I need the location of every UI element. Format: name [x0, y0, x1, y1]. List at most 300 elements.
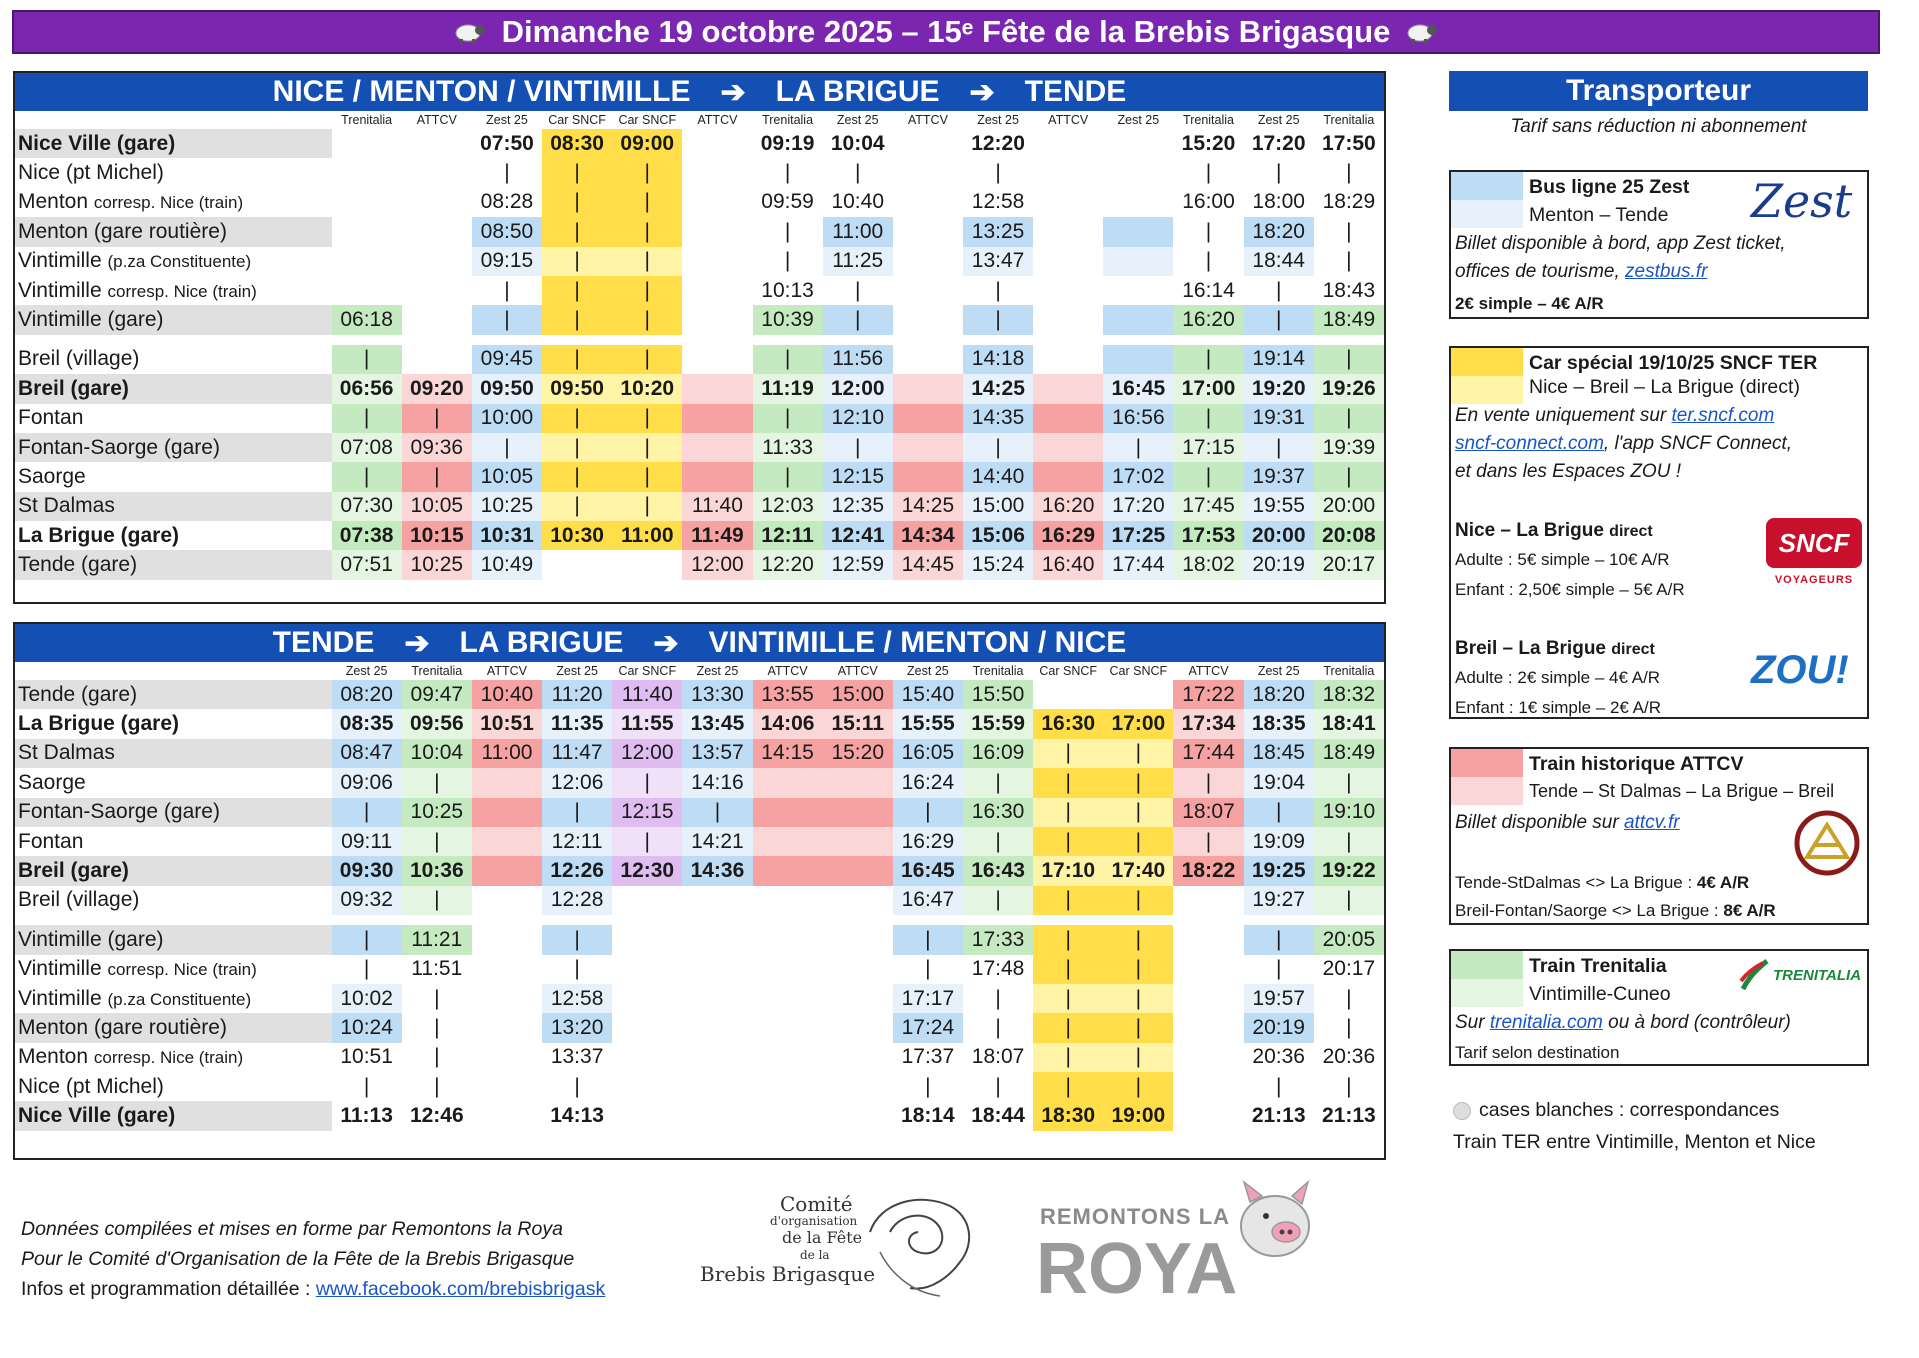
- departure-time: [612, 1101, 682, 1130]
- departure-time: [402, 305, 472, 334]
- departure-time: 12:20: [753, 550, 823, 579]
- departure-time: 16:14: [1173, 276, 1243, 305]
- departure-time: 10:30: [542, 521, 612, 550]
- departure-time: |: [1173, 158, 1243, 187]
- departure-time: |: [1103, 798, 1173, 827]
- departure-time: |: [1314, 462, 1384, 491]
- timetable-row: [15, 276, 1384, 305]
- station-label: Fontan: [18, 406, 84, 430]
- departure-time: |: [1173, 345, 1243, 374]
- departure-time: [682, 276, 752, 305]
- departure-time: 15:06: [963, 521, 1033, 550]
- spacer-row: [15, 335, 1384, 345]
- heading-origin: NICE / MENTON / VINTIMILLE: [272, 75, 691, 108]
- facebook-link[interactable]: www.facebook.com/brebisbrigask: [315, 1278, 606, 1300]
- departure-time: 08:35: [332, 709, 402, 738]
- fare-child: Enfant : 1€ simple – 2€ A/R: [1455, 698, 1662, 717]
- departure-time: 12:41: [823, 521, 893, 550]
- departure-time: 19:22: [1314, 856, 1384, 885]
- trenitalia-logo: TRENITALIA: [1773, 967, 1862, 984]
- station-name: [15, 1072, 332, 1101]
- departure-time: 16:45: [1103, 374, 1173, 403]
- departure-time: [1173, 1013, 1243, 1042]
- operator-header: ATTCV: [682, 111, 752, 129]
- station-name: [15, 709, 332, 738]
- departure-time: |: [963, 886, 1033, 915]
- sncf-voyageurs-text: VOYAGEURS: [1774, 574, 1854, 586]
- departure-time: [402, 129, 472, 158]
- departure-time: |: [332, 462, 402, 491]
- departure-time: 07:50: [472, 129, 542, 158]
- departure-time: 14:34: [893, 521, 963, 550]
- card-price: 2€ simple – 4€ A/R: [1455, 294, 1604, 313]
- departure-time: 10:36: [402, 856, 472, 885]
- departure-time: |: [963, 984, 1033, 1013]
- departure-time: 10:05: [402, 492, 472, 521]
- departure-time: 10:15: [402, 521, 472, 550]
- operator-header-row: [15, 111, 1384, 129]
- departure-time: |: [1244, 158, 1314, 187]
- departure-time: [402, 188, 472, 217]
- timetable-row: [15, 739, 1384, 768]
- departure-time: |: [1103, 827, 1173, 856]
- departure-time: 20:00: [1244, 521, 1314, 550]
- departure-time: [472, 827, 542, 856]
- departure-time: 18:44: [1244, 247, 1314, 276]
- departure-time: 11:40: [682, 492, 752, 521]
- roya-logo-text: REMONTONS LA: [1040, 1204, 1231, 1229]
- departure-time: |: [1314, 247, 1384, 276]
- operator-header: Zest 25: [542, 662, 612, 680]
- departure-time: |: [1033, 984, 1103, 1013]
- station-name: [15, 404, 332, 433]
- departure-time: 06:56: [332, 374, 402, 403]
- zest-logo: Zest: [1751, 174, 1853, 228]
- departure-time: 19:14: [1244, 345, 1314, 374]
- departure-time: 19:26: [1314, 374, 1384, 403]
- operator-header: Zest 25: [1103, 111, 1173, 129]
- departure-time: 20:08: [1314, 521, 1384, 550]
- departure-time: 10:00: [472, 404, 542, 433]
- operator-header: Car SNCF: [542, 111, 612, 129]
- departure-time: 14:18: [963, 345, 1033, 374]
- departure-time: 09:19: [753, 129, 823, 158]
- station-label: Vintimille: [18, 278, 102, 302]
- station-label: Menton (gare routière): [18, 1015, 227, 1039]
- departure-time: |: [823, 158, 893, 187]
- departure-time: [682, 158, 752, 187]
- departure-time: |: [1244, 433, 1314, 462]
- operator-header: Zest 25: [893, 662, 963, 680]
- card-text: , l'app SNCF Connect,: [1603, 433, 1792, 454]
- departure-time: [1103, 158, 1173, 187]
- departure-time: 14:15: [753, 739, 823, 768]
- station-name: [15, 768, 332, 797]
- departure-time: |: [1033, 768, 1103, 797]
- departure-time: [1033, 680, 1103, 709]
- departure-time: |: [1314, 158, 1384, 187]
- departure-time: 15:55: [893, 709, 963, 738]
- departure-time: |: [402, 984, 472, 1013]
- departure-time: [472, 1043, 542, 1072]
- comite-logo-text: d'organisation: [770, 1214, 858, 1228]
- departure-time: |: [963, 305, 1033, 334]
- departure-time: |: [1314, 827, 1384, 856]
- departure-time: [1033, 188, 1103, 217]
- departure-time: [1173, 984, 1243, 1013]
- departure-time: |: [1103, 433, 1173, 462]
- departure-time: 18:49: [1314, 305, 1384, 334]
- departure-time: [332, 188, 402, 217]
- departure-time: 06:18: [332, 305, 402, 334]
- operator-header: Zest 25: [682, 662, 752, 680]
- event-banner: [12, 10, 1880, 54]
- departure-time: 15:59: [963, 709, 1033, 738]
- departure-time: 16:09: [963, 739, 1033, 768]
- operator-header: Car SNCF: [612, 662, 682, 680]
- card-price: Tarif selon destination: [1455, 1043, 1620, 1062]
- departure-time: |: [1244, 276, 1314, 305]
- departure-time: [682, 886, 752, 915]
- departure-time: 15:24: [963, 550, 1033, 579]
- timetable-row: [15, 129, 1384, 158]
- departure-time: [1033, 433, 1103, 462]
- fare-direct: direct: [1611, 641, 1655, 658]
- card-route: Nice – Breil – La Brigue (direct): [1529, 376, 1800, 398]
- departure-time: 20:19: [1244, 550, 1314, 579]
- departure-time: 20:17: [1314, 955, 1384, 984]
- departure-time: |: [542, 462, 612, 491]
- outbound-timetable: [13, 71, 1386, 604]
- card-route: Tende – St Dalmas – La Brigue – Breil: [1529, 781, 1835, 801]
- departure-time: 07:38: [332, 521, 402, 550]
- operator-header: Trenitalia: [963, 662, 1033, 680]
- station-label: Breil (gare): [18, 859, 129, 883]
- departure-time: |: [1244, 1072, 1314, 1101]
- departure-time: [753, 798, 823, 827]
- departure-time: 12:46: [402, 1101, 472, 1130]
- departure-time: 18:14: [893, 1101, 963, 1130]
- departure-time: |: [1103, 1072, 1173, 1101]
- departure-time: 07:51: [332, 550, 402, 579]
- departure-time: 20:00: [1314, 492, 1384, 521]
- timetable-row: [15, 1043, 1384, 1072]
- departure-time: [823, 984, 893, 1013]
- station-label: St Dalmas: [18, 494, 115, 518]
- header-corner: [15, 111, 332, 129]
- station-name: [15, 521, 332, 550]
- departure-time: 19:10: [1314, 798, 1384, 827]
- ter-sncf-link[interactable]: ter.sncf.com: [1671, 405, 1775, 426]
- departure-time: 18:30: [1033, 1101, 1103, 1130]
- departure-time: 17:53: [1173, 521, 1243, 550]
- timetable-row: [15, 217, 1384, 246]
- timetable-row: [15, 521, 1384, 550]
- departure-time: 11:13: [332, 1101, 402, 1130]
- departure-time: |: [1173, 404, 1243, 433]
- departure-time: 07:08: [332, 433, 402, 462]
- carrier-card-attcv: [1449, 747, 1869, 925]
- departure-time: [472, 1013, 542, 1042]
- departure-time: 11:55: [612, 709, 682, 738]
- departure-time: [823, 955, 893, 984]
- operator-header: Zest 25: [1244, 662, 1314, 680]
- departure-time: 10:25: [472, 492, 542, 521]
- departure-time: [682, 345, 752, 374]
- departure-time: 14:16: [682, 768, 752, 797]
- departure-time: 16:45: [893, 856, 963, 885]
- departure-time: 11:21: [402, 925, 472, 954]
- departure-time: [1033, 462, 1103, 491]
- departure-time: 12:03: [753, 492, 823, 521]
- departure-time: |: [1173, 827, 1243, 856]
- departure-time: |: [1244, 925, 1314, 954]
- station-name: [15, 345, 332, 374]
- departure-time: |: [612, 305, 682, 334]
- operator-header: Zest 25: [1244, 111, 1314, 129]
- departure-time: 15:11: [823, 709, 893, 738]
- departure-time: |: [542, 345, 612, 374]
- departure-time: |: [612, 404, 682, 433]
- departure-time: 19:00: [1103, 1101, 1173, 1130]
- comite-logo: [700, 1192, 980, 1302]
- departure-time: |: [612, 433, 682, 462]
- departure-time: |: [612, 158, 682, 187]
- departure-time: 18:20: [1244, 217, 1314, 246]
- departure-time: 11:19: [753, 374, 823, 403]
- departure-time: 10:20: [612, 374, 682, 403]
- departure-time: [1033, 158, 1103, 187]
- timetable-row: [15, 1013, 1384, 1042]
- departure-time: [612, 984, 682, 1013]
- departure-time: [753, 925, 823, 954]
- departure-time: 10:40: [823, 188, 893, 217]
- departure-time: 09:50: [542, 374, 612, 403]
- station-name: [15, 462, 332, 491]
- legend-white-cells: [1453, 1099, 1779, 1122]
- departure-time: |: [1103, 1013, 1173, 1042]
- departure-time: 08:28: [472, 188, 542, 217]
- departure-time: |: [823, 433, 893, 462]
- departure-time: |: [402, 404, 472, 433]
- departure-time: [682, 188, 752, 217]
- departure-time: |: [823, 305, 893, 334]
- fare-price: 4€ A/R: [1696, 873, 1750, 892]
- departure-time: 16:20: [1173, 305, 1243, 334]
- departure-time: [402, 247, 472, 276]
- station-name: [15, 886, 332, 915]
- departure-time: [823, 1072, 893, 1101]
- departure-time: 12:30: [612, 856, 682, 885]
- fare-direct: direct: [1609, 523, 1653, 540]
- timetable-row: [15, 462, 1384, 491]
- heading-via: LA BRIGUE: [459, 626, 624, 659]
- departure-time: 18:07: [1173, 798, 1243, 827]
- departure-time: [1033, 217, 1103, 246]
- departure-time: 09:47: [402, 680, 472, 709]
- station-name: [15, 247, 332, 276]
- departure-time: |: [542, 158, 612, 187]
- departure-time: 12:58: [963, 188, 1033, 217]
- departure-time: [332, 217, 402, 246]
- departure-time: 18:45: [1244, 739, 1314, 768]
- departure-time: 10:49: [472, 550, 542, 579]
- footer-line: Données compilées et mises en forme par Remontons la Roya: [21, 1218, 563, 1240]
- departure-time: [402, 276, 472, 305]
- timetable-row: [15, 856, 1384, 885]
- departure-time: |: [542, 404, 612, 433]
- footer-line: Infos et programmation détaillée :: [21, 1278, 316, 1300]
- station-name: [15, 1101, 332, 1130]
- departure-time: 17:10: [1033, 856, 1103, 885]
- timetable-row: [15, 925, 1384, 954]
- departure-time: 12:11: [542, 827, 612, 856]
- station-name: [15, 433, 332, 462]
- departure-time: 09:00: [612, 129, 682, 158]
- outbound-table: [15, 111, 1384, 580]
- departure-time: 17:45: [1173, 492, 1243, 521]
- operator-header: ATTCV: [823, 662, 893, 680]
- departure-time: 16:20: [1033, 492, 1103, 521]
- heading-destination: TENDE: [1024, 75, 1127, 108]
- station-label: Menton: [18, 1045, 89, 1069]
- departure-time: |: [1103, 768, 1173, 797]
- trenitalia-link[interactable]: trenitalia.com: [1489, 1012, 1603, 1033]
- departure-time: 10:13: [753, 276, 823, 305]
- departure-time: 13:30: [682, 680, 752, 709]
- departure-time: 09:06: [332, 768, 402, 797]
- station-suffix: (p.za Constituente): [107, 252, 252, 272]
- departure-time: 11:35: [542, 709, 612, 738]
- fare-adult: Adulte : 5€ simple – 10€ A/R: [1455, 550, 1670, 569]
- operator-header: Trenitalia: [1173, 111, 1243, 129]
- departure-time: [472, 955, 542, 984]
- departure-time: [893, 217, 963, 246]
- arrow-right-icon: ➔: [720, 75, 746, 109]
- departure-time: |: [332, 1072, 402, 1101]
- departure-time: 10:51: [472, 709, 542, 738]
- departure-time: 12:15: [612, 798, 682, 827]
- operator-header: Car SNCF: [1033, 662, 1103, 680]
- departure-time: |: [1033, 925, 1103, 954]
- operator-header: Car SNCF: [1103, 662, 1173, 680]
- station-label: St Dalmas: [18, 741, 115, 765]
- departure-time: [682, 404, 752, 433]
- legend-ter: Train TER entre Vintimille, Menton et Nice: [1453, 1131, 1816, 1153]
- departure-time: 18:20: [1244, 680, 1314, 709]
- station-label: Vintimille (gare): [18, 927, 164, 951]
- departure-time: 08:50: [472, 217, 542, 246]
- departure-time: 19:57: [1244, 984, 1314, 1013]
- departure-time: [682, 925, 752, 954]
- attcv-link[interactable]: attcv.fr: [1623, 812, 1680, 833]
- departure-time: |: [1314, 984, 1384, 1013]
- departure-time: 20:19: [1244, 1013, 1314, 1042]
- departure-time: 17:20: [1244, 129, 1314, 158]
- roya-logo-text: ROYA: [1036, 1229, 1238, 1309]
- departure-time: |: [1103, 984, 1173, 1013]
- departure-time: 16:29: [893, 827, 963, 856]
- departure-time: 10:39: [753, 305, 823, 334]
- departure-time: [682, 1043, 752, 1072]
- departure-time: |: [542, 305, 612, 334]
- departure-time: [893, 247, 963, 276]
- heading-destination: VINTIMILLE / MENTON / NICE: [708, 626, 1127, 659]
- departure-time: 17:20: [1103, 492, 1173, 521]
- station-name: [15, 925, 332, 954]
- heading-via: LA BRIGUE: [775, 75, 940, 108]
- departure-time: 13:25: [963, 217, 1033, 246]
- departure-time: [1173, 925, 1243, 954]
- departure-time: |: [753, 247, 823, 276]
- departure-time: [823, 925, 893, 954]
- departure-time: 17:22: [1173, 680, 1243, 709]
- card-text: En vente uniquement sur: [1455, 405, 1672, 426]
- carrier-card-zest: [1449, 170, 1869, 319]
- departure-time: [1173, 955, 1243, 984]
- station-name: [15, 492, 332, 521]
- departure-time: [753, 856, 823, 885]
- departure-time: 12:59: [823, 550, 893, 579]
- departure-time: |: [963, 158, 1033, 187]
- station-label: Menton: [18, 190, 89, 214]
- comite-logo-text: de la: [800, 1248, 830, 1262]
- departure-time: |: [472, 276, 542, 305]
- card-text: ou à bord (contrôleur): [1602, 1012, 1791, 1033]
- departure-time: 09:59: [753, 188, 823, 217]
- station-name: [15, 856, 332, 885]
- sncf-connect-link[interactable]: sncf-connect.com: [1455, 433, 1604, 454]
- departure-time: |: [1173, 462, 1243, 491]
- departure-time: [823, 886, 893, 915]
- departure-time: 12:11: [753, 521, 823, 550]
- timetable-row: [15, 1101, 1384, 1130]
- departure-time: |: [612, 276, 682, 305]
- departure-time: 20:36: [1314, 1043, 1384, 1072]
- station-name: [15, 1013, 332, 1042]
- zestbus-link[interactable]: zestbus.fr: [1625, 261, 1708, 282]
- departure-time: |: [1173, 768, 1243, 797]
- timetable-row: [15, 550, 1384, 579]
- departure-time: 17:24: [893, 1013, 963, 1042]
- departure-time: |: [1033, 1043, 1103, 1072]
- fare-adult: Adulte : 2€ simple – 4€ A/R: [1455, 668, 1661, 687]
- departure-time: [612, 1072, 682, 1101]
- footer-credits: [21, 1214, 605, 1304]
- departure-time: |: [542, 247, 612, 276]
- timetable-row: [15, 768, 1384, 797]
- departure-time: 18:41: [1314, 709, 1384, 738]
- spacer-row: [15, 915, 1384, 925]
- departure-time: [893, 158, 963, 187]
- station-suffix: (p.za Constituente): [107, 989, 252, 1009]
- departure-time: 13:45: [682, 709, 752, 738]
- operator-header-row: [15, 662, 1384, 680]
- departure-time: 11:56: [823, 345, 893, 374]
- departure-time: 19:25: [1244, 856, 1314, 885]
- departure-time: |: [612, 345, 682, 374]
- departure-time: 17:17: [893, 984, 963, 1013]
- card-title: Train Trenitalia: [1529, 955, 1667, 977]
- departure-time: [753, 984, 823, 1013]
- departure-time: 14:25: [893, 492, 963, 521]
- departure-time: [1173, 1043, 1243, 1072]
- sheep-icon: [452, 20, 488, 44]
- departure-time: 09:56: [402, 709, 472, 738]
- departure-time: 16:30: [1033, 709, 1103, 738]
- departure-time: 11:00: [823, 217, 893, 246]
- departure-time: [1033, 276, 1103, 305]
